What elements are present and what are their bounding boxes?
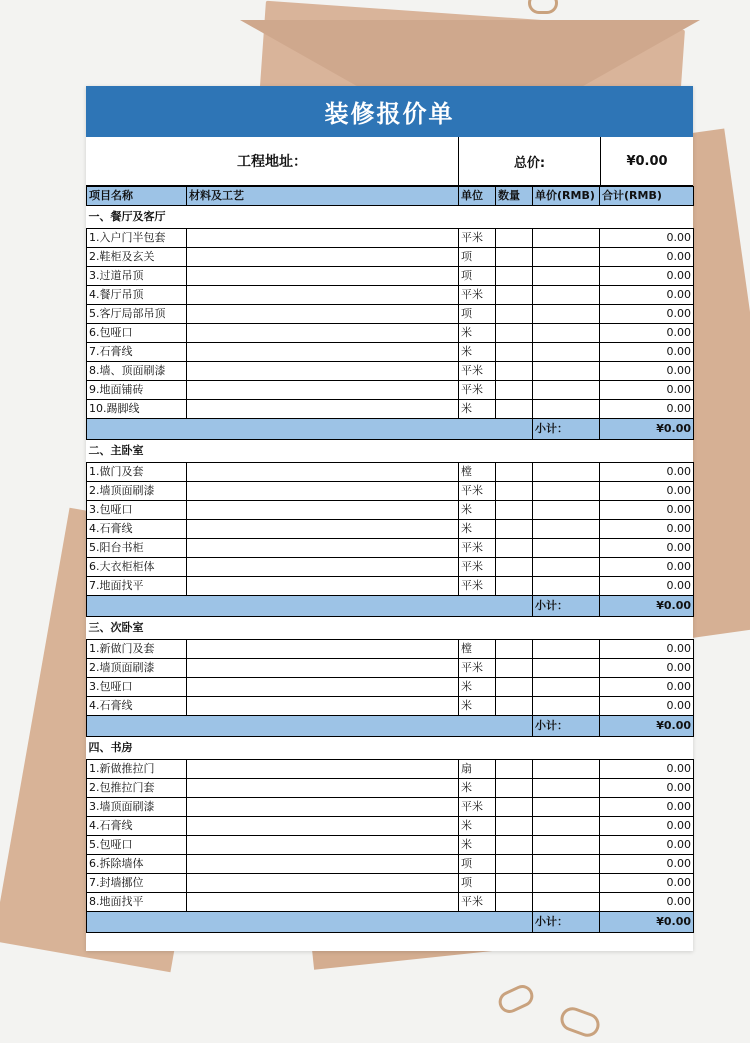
amount-cell[interactable]: 0.00 — [600, 779, 694, 798]
total-price-value[interactable]: ¥0.00 — [626, 153, 668, 169]
amount-cell[interactable]: 0.00 — [600, 463, 694, 482]
unit-price-cell[interactable] — [533, 678, 600, 697]
unit-cell[interactable]: 樘 — [459, 463, 496, 482]
item-name-cell[interactable]: 3.墙顶面刷漆 — [87, 798, 187, 817]
unit-price-cell[interactable] — [533, 343, 600, 362]
quantity-cell[interactable] — [496, 577, 533, 596]
quantity-cell[interactable] — [496, 640, 533, 659]
item-name-cell[interactable]: 4.石膏线 — [87, 817, 187, 836]
item-name-cell[interactable]: 2.包推拉门套 — [87, 779, 187, 798]
unit-cell[interactable]: 项 — [459, 855, 496, 874]
quantity-cell[interactable] — [496, 400, 533, 419]
amount-cell[interactable]: 0.00 — [600, 893, 694, 912]
unit-cell[interactable]: 平米 — [459, 286, 496, 305]
unit-price-cell[interactable] — [533, 640, 600, 659]
amount-cell[interactable]: 0.00 — [600, 798, 694, 817]
material-cell[interactable] — [187, 463, 459, 482]
material-cell[interactable] — [187, 855, 459, 874]
table-row — [87, 463, 694, 482]
item-name-cell[interactable]: 2.墙顶面刷漆 — [87, 659, 187, 678]
amount-cell[interactable]: 0.00 — [600, 874, 694, 893]
table-row — [87, 482, 694, 501]
unit-price-cell[interactable] — [533, 855, 600, 874]
unit-price-cell[interactable] — [533, 817, 600, 836]
table-row — [87, 267, 694, 286]
unit-price-cell[interactable] — [533, 577, 600, 596]
unit-cell[interactable]: 项 — [459, 874, 496, 893]
material-cell[interactable] — [187, 482, 459, 501]
amount-cell[interactable]: 0.00 — [600, 539, 694, 558]
subtotal-blank — [87, 596, 533, 617]
material-cell[interactable] — [187, 343, 459, 362]
material-cell[interactable] — [187, 286, 459, 305]
table-row — [87, 362, 694, 381]
unit-price-cell[interactable] — [533, 836, 600, 855]
amount-cell[interactable]: 0.00 — [600, 286, 694, 305]
unit-price-cell[interactable] — [533, 539, 600, 558]
unit-price-cell[interactable] — [533, 501, 600, 520]
paper-clip-icon — [528, 0, 558, 14]
quantity-cell[interactable] — [496, 817, 533, 836]
amount-cell[interactable]: 0.00 — [600, 229, 694, 248]
unit-price-cell[interactable] — [533, 760, 600, 779]
column-header: 单位 — [459, 187, 496, 206]
section-title: 一、餐厅及客厅 — [87, 206, 694, 229]
unit-cell[interactable]: 米 — [459, 678, 496, 697]
paper-clip-icon — [557, 1004, 603, 1040]
table-row — [87, 760, 694, 779]
table-row — [87, 855, 694, 874]
unit-cell[interactable]: 米 — [459, 697, 496, 716]
subtotal-blank — [87, 419, 533, 440]
item-name-cell[interactable]: 4.石膏线 — [87, 520, 187, 539]
unit-price-cell[interactable] — [533, 893, 600, 912]
subtotal-label: 小计： — [533, 716, 600, 737]
total-price-label: 总价: — [459, 137, 601, 185]
unit-price-cell[interactable] — [533, 362, 600, 381]
unit-price-cell[interactable] — [533, 267, 600, 286]
amount-cell[interactable]: 0.00 — [600, 640, 694, 659]
unit-price-cell[interactable] — [533, 659, 600, 678]
item-name-cell[interactable]: 7.封墙挪位 — [87, 874, 187, 893]
amount-cell[interactable]: 0.00 — [600, 343, 694, 362]
amount-cell[interactable]: 0.00 — [600, 305, 694, 324]
material-cell[interactable] — [187, 305, 459, 324]
material-cell[interactable] — [187, 520, 459, 539]
amount-cell[interactable]: 0.00 — [600, 855, 694, 874]
unit-price-cell[interactable] — [533, 381, 600, 400]
item-name-cell[interactable]: 5.包哑口 — [87, 836, 187, 855]
table-row — [87, 577, 694, 596]
column-header: 材料及工艺 — [187, 187, 459, 206]
material-cell[interactable] — [187, 558, 459, 577]
material-cell[interactable] — [187, 248, 459, 267]
unit-price-cell[interactable] — [533, 248, 600, 267]
item-name-cell[interactable]: 3.包哑口 — [87, 678, 187, 697]
unit-cell[interactable]: 平米 — [459, 482, 496, 501]
quantity-cell[interactable] — [496, 305, 533, 324]
table-row — [87, 324, 694, 343]
unit-cell[interactable]: 平米 — [459, 798, 496, 817]
amount-cell[interactable]: 0.00 — [600, 520, 694, 539]
sheet-title: 装修报价单 — [86, 86, 693, 137]
table-row — [87, 381, 694, 400]
material-cell[interactable] — [187, 678, 459, 697]
table-row — [87, 798, 694, 817]
material-cell[interactable] — [187, 362, 459, 381]
unit-cell[interactable]: 平米 — [459, 539, 496, 558]
item-name-cell[interactable]: 1.新做推拉门 — [87, 760, 187, 779]
unit-cell[interactable]: 平米 — [459, 577, 496, 596]
material-cell[interactable] — [187, 577, 459, 596]
table-row — [87, 229, 694, 248]
table-row — [87, 836, 694, 855]
amount-cell[interactable]: 0.00 — [600, 678, 694, 697]
item-name-cell[interactable]: 3.过道吊顶 — [87, 267, 187, 286]
section-header-row — [87, 440, 694, 463]
subtotal-row — [87, 596, 694, 617]
quantity-cell[interactable] — [496, 779, 533, 798]
unit-price-cell[interactable] — [533, 798, 600, 817]
item-name-cell[interactable]: 1.做门及套 — [87, 463, 187, 482]
table-row — [87, 779, 694, 798]
table-row — [87, 558, 694, 577]
material-cell[interactable] — [187, 501, 459, 520]
amount-cell[interactable]: 0.00 — [600, 760, 694, 779]
item-name-cell[interactable]: 4.餐厅吊顶 — [87, 286, 187, 305]
item-name-cell[interactable]: 2.鞋柜及玄关 — [87, 248, 187, 267]
quantity-cell[interactable] — [496, 229, 533, 248]
unit-cell[interactable]: 项 — [459, 305, 496, 324]
unit-cell[interactable]: 平米 — [459, 893, 496, 912]
quantity-cell[interactable] — [496, 362, 533, 381]
unit-cell[interactable]: 米 — [459, 343, 496, 362]
table-row — [87, 305, 694, 324]
table-row — [87, 874, 694, 893]
item-name-cell[interactable]: 6.拆除墙体 — [87, 855, 187, 874]
quantity-cell[interactable] — [496, 697, 533, 716]
section-title: 四、书房 — [87, 737, 694, 760]
table-row — [87, 520, 694, 539]
quantity-cell[interactable] — [496, 343, 533, 362]
item-name-cell[interactable]: 9.地面铺砖 — [87, 381, 187, 400]
unit-cell[interactable]: 米 — [459, 501, 496, 520]
material-cell[interactable] — [187, 817, 459, 836]
column-header: 单价(RMB) — [533, 187, 600, 206]
unit-price-cell[interactable] — [533, 558, 600, 577]
quotation-table — [86, 186, 694, 933]
unit-cell[interactable]: 米 — [459, 836, 496, 855]
table-row — [87, 343, 694, 362]
unit-price-cell[interactable] — [533, 400, 600, 419]
amount-cell[interactable]: 0.00 — [600, 400, 694, 419]
unit-cell[interactable]: 米 — [459, 400, 496, 419]
quantity-cell[interactable] — [496, 836, 533, 855]
unit-price-cell[interactable] — [533, 874, 600, 893]
unit-price-cell[interactable] — [533, 324, 600, 343]
table-row — [87, 248, 694, 267]
item-name-cell[interactable]: 1.入户门半包套 — [87, 229, 187, 248]
section-header-row — [87, 617, 694, 640]
material-cell[interactable] — [187, 874, 459, 893]
quantity-cell[interactable] — [496, 463, 533, 482]
table-row — [87, 697, 694, 716]
item-name-cell[interactable]: 6.包哑口 — [87, 324, 187, 343]
paper-clip-icon — [495, 981, 537, 1016]
material-cell[interactable] — [187, 539, 459, 558]
quotation-sheet — [86, 86, 693, 951]
quantity-cell[interactable] — [496, 659, 533, 678]
unit-price-cell[interactable] — [533, 697, 600, 716]
quantity-cell[interactable] — [496, 324, 533, 343]
unit-cell[interactable]: 米 — [459, 324, 496, 343]
table-header-row — [87, 187, 694, 206]
section-header-row — [87, 737, 694, 760]
subtotal-blank — [87, 912, 533, 933]
amount-cell[interactable]: 0.00 — [600, 362, 694, 381]
item-name-cell[interactable]: 7.地面找平 — [87, 577, 187, 596]
amount-cell[interactable]: 0.00 — [600, 817, 694, 836]
amount-cell[interactable]: 0.00 — [600, 836, 694, 855]
material-cell[interactable] — [187, 760, 459, 779]
unit-cell[interactable]: 米 — [459, 520, 496, 539]
unit-cell[interactable]: 平米 — [459, 362, 496, 381]
unit-cell[interactable]: 米 — [459, 779, 496, 798]
column-header: 项目名称 — [87, 187, 187, 206]
table-row — [87, 893, 694, 912]
amount-cell[interactable]: 0.00 — [600, 324, 694, 343]
item-name-cell[interactable]: 2.墙顶面刷漆 — [87, 482, 187, 501]
quantity-cell[interactable] — [496, 678, 533, 697]
subtotal-label: 小计： — [533, 419, 600, 440]
material-cell[interactable] — [187, 640, 459, 659]
unit-price-cell[interactable] — [533, 482, 600, 501]
item-name-cell[interactable]: 1.新做门及套 — [87, 640, 187, 659]
item-name-cell[interactable]: 6.大衣柜柜体 — [87, 558, 187, 577]
item-name-cell[interactable]: 3.包哑口 — [87, 501, 187, 520]
amount-cell[interactable]: 0.00 — [600, 248, 694, 267]
subtotal-row — [87, 419, 694, 440]
quantity-cell[interactable] — [496, 520, 533, 539]
quantity-cell[interactable] — [496, 760, 533, 779]
subtotal-label: 小计： — [533, 596, 600, 617]
section-title: 二、主卧室 — [87, 440, 694, 463]
item-name-cell[interactable]: 7.石膏线 — [87, 343, 187, 362]
material-cell[interactable] — [187, 267, 459, 286]
unit-cell[interactable]: 扇 — [459, 760, 496, 779]
table-row — [87, 286, 694, 305]
material-cell[interactable] — [187, 324, 459, 343]
unit-cell[interactable]: 米 — [459, 817, 496, 836]
project-address-label[interactable]: 工程地址： — [86, 137, 459, 185]
subtotal-value[interactable]: ¥0.00 — [600, 419, 694, 440]
quantity-cell[interactable] — [496, 855, 533, 874]
quantity-cell[interactable] — [496, 381, 533, 400]
material-cell[interactable] — [187, 400, 459, 419]
material-cell[interactable] — [187, 779, 459, 798]
table-row — [87, 817, 694, 836]
subtotal-row — [87, 912, 694, 933]
quantity-cell[interactable] — [496, 798, 533, 817]
material-cell[interactable] — [187, 697, 459, 716]
unit-cell[interactable]: 平米 — [459, 558, 496, 577]
subtotal-value[interactable]: ¥0.00 — [600, 596, 694, 617]
quantity-cell[interactable] — [496, 558, 533, 577]
table-row — [87, 640, 694, 659]
unit-price-cell[interactable] — [533, 779, 600, 798]
unit-price-cell[interactable] — [533, 229, 600, 248]
table-row — [87, 400, 694, 419]
item-name-cell[interactable]: 8.地面找平 — [87, 893, 187, 912]
table-row — [87, 539, 694, 558]
section-header-row — [87, 206, 694, 229]
amount-cell[interactable]: 0.00 — [600, 381, 694, 400]
unit-cell[interactable]: 平米 — [459, 229, 496, 248]
unit-price-cell[interactable] — [533, 520, 600, 539]
quantity-cell[interactable] — [496, 248, 533, 267]
unit-price-cell[interactable] — [533, 286, 600, 305]
material-cell[interactable] — [187, 893, 459, 912]
unit-cell[interactable]: 项 — [459, 267, 496, 286]
column-header: 合计(RMB) — [600, 187, 694, 206]
unit-cell[interactable]: 平米 — [459, 381, 496, 400]
quantity-cell[interactable] — [496, 893, 533, 912]
amount-cell[interactable]: 0.00 — [600, 577, 694, 596]
item-name-cell[interactable]: 8.墙、顶面刷漆 — [87, 362, 187, 381]
material-cell[interactable] — [187, 798, 459, 817]
section-title: 三、次卧室 — [87, 617, 694, 640]
quantity-cell[interactable] — [496, 539, 533, 558]
item-name-cell[interactable]: 5.客厅局部吊顶 — [87, 305, 187, 324]
quantity-cell[interactable] — [496, 501, 533, 520]
column-header: 数量 — [496, 187, 533, 206]
quantity-cell[interactable] — [496, 874, 533, 893]
table-row — [87, 659, 694, 678]
subtotal-row — [87, 716, 694, 737]
unit-price-cell[interactable] — [533, 305, 600, 324]
table-row — [87, 501, 694, 520]
subtotal-value[interactable]: ¥0.00 — [600, 716, 694, 737]
unit-cell[interactable]: 项 — [459, 248, 496, 267]
quantity-cell[interactable] — [496, 286, 533, 305]
unit-cell[interactable]: 樘 — [459, 640, 496, 659]
amount-cell[interactable]: 0.00 — [600, 558, 694, 577]
material-cell[interactable] — [187, 836, 459, 855]
subtotal-label: 小计： — [533, 912, 600, 933]
amount-cell[interactable]: 0.00 — [600, 267, 694, 286]
unit-cell[interactable]: 平米 — [459, 659, 496, 678]
subtotal-blank — [87, 716, 533, 737]
item-name-cell[interactable]: 4.石膏线 — [87, 697, 187, 716]
item-name-cell[interactable]: 10.踢脚线 — [87, 400, 187, 419]
item-name-cell[interactable]: 5.阳台书柜 — [87, 539, 187, 558]
table-row — [87, 678, 694, 697]
amount-cell[interactable]: 0.00 — [600, 697, 694, 716]
quantity-cell[interactable] — [496, 482, 533, 501]
unit-price-cell[interactable] — [533, 463, 600, 482]
material-cell[interactable] — [187, 229, 459, 248]
info-row — [86, 137, 693, 186]
amount-cell[interactable]: 0.00 — [600, 659, 694, 678]
quantity-cell[interactable] — [496, 267, 533, 286]
amount-cell[interactable]: 0.00 — [600, 482, 694, 501]
subtotal-value[interactable]: ¥0.00 — [600, 912, 694, 933]
material-cell[interactable] — [187, 381, 459, 400]
material-cell[interactable] — [187, 659, 459, 678]
amount-cell[interactable]: 0.00 — [600, 501, 694, 520]
